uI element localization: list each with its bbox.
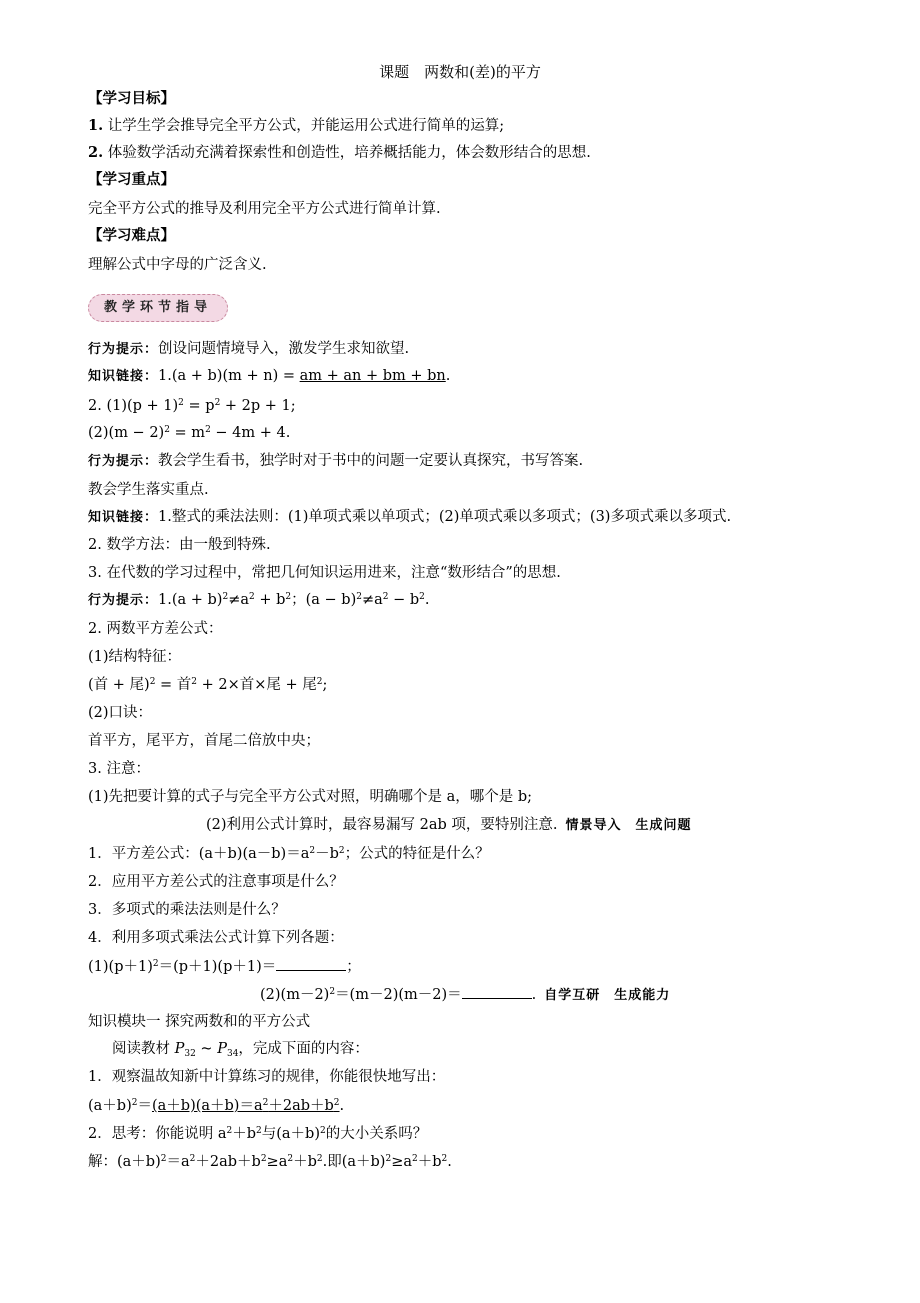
behavior-hint: 行为提示：创设问题情境导入，激发学生求知欲望. (88, 341, 410, 357)
objectives-heading: 【学习目标】 (88, 90, 175, 107)
text-line: 3. 注意： (88, 761, 150, 777)
text-line: 2. 两数平方差公式： (88, 621, 223, 637)
question-item: 1．平方差公式：$(a+b)(a-b)=a^2-b^2$；公式的特征是什么？ (88, 846, 490, 862)
text-line: (1)先把要计算的式子与完全平方公式对照，明确哪个是 a，哪个是 b; (88, 789, 533, 805)
text-line: 3. 在代数的学习过程中，常把几何知识运用进来，注意“数形结合”的思想. (88, 565, 561, 581)
behavior-hint: 行为提示：$1.(a + b)^2\ne a^2 + b^2$；$(a - b)^2\ne a^2 - b^2$. (88, 592, 430, 608)
module-heading: 知识模块一 探究两数和的平方公式 (88, 1014, 311, 1030)
module-item: 解：$(a+b)^2=a^2+2ab+b^2\ge a^2+b^2$.即$(a+b)^2\ge a^2+b^2$. (88, 1154, 452, 1170)
text-line: 2. 数学方法：由一般到特殊. (88, 537, 271, 553)
text-line: (2)口诀： (88, 705, 153, 721)
stage-tag: 自学互研 生成能力 (544, 988, 671, 1003)
section-banner: 教学环节指导 (88, 294, 228, 322)
key-points-heading: 【学习重点】 (88, 171, 175, 188)
question-item: 3．多项式的乘法法则是什么？ (88, 902, 286, 918)
answer-blank[interactable] (276, 956, 346, 971)
question-item: 4．利用多项式乘法公式计算下列各题： (88, 930, 344, 946)
text-line: (2)利用公式计算时，最容易漏写 2ab 项，要特别注意. 情景导入 生成问题 (206, 817, 692, 833)
objective-item: 1. 让学生学会推导完全平方公式，并能运用公式进行简单的运算; (88, 117, 505, 134)
text-line: (1)结构特征： (88, 649, 182, 665)
formula-line: 2. $(1)(p + 1)^2 = p^2 + 2p + 1$; (88, 398, 296, 414)
text-line: 教会学生落实重点. (88, 482, 209, 498)
text-line: 首平方，尾平方，首尾二倍放中央； (88, 733, 320, 749)
stage-tag: 情景导入 生成问题 (565, 818, 692, 833)
question-item: $(1)(p+1)^2=(p+1)(p+1)=$ ； (88, 956, 361, 977)
difficulties-heading: 【学习难点】 (88, 227, 175, 244)
reading-instruction: 阅读教材 $P_{32}$ ~ $P_{34}$，完成下面的内容： (112, 1041, 369, 1059)
module-item: 1．观察温故知新中计算练习的规律，你能很快地写出： (88, 1069, 446, 1085)
formula-line: $(2)(m - 2)^2 = m^2 - 4m + 4$. (88, 425, 291, 441)
question-item: 2．应用平方差公式的注意事项是什么？ (88, 874, 344, 890)
answer-blank[interactable] (462, 984, 532, 999)
knowledge-link: 知识链接：1.整式的乘法法则：(1)单项式乘以单项式；(2)单项式乘以多项式；(3)多项式乘以多项式. (88, 509, 732, 525)
module-item: $(a+b)^2=(a+b)(a+b)=a^2+2ab+b^2$. (88, 1098, 345, 1114)
knowledge-link: 知识链接：1.(a + b)(m + n) = am + an + bm + bn. (88, 368, 451, 384)
formula-line: (首 + 尾)$^2$ = 首$^2$ + 2×首×尾 + 尾$^2$; (88, 677, 328, 693)
answer-underline: am + an + bm + bn (299, 368, 446, 384)
module-item: 2．思考：你能说明 $a^2+b^2$与$(a+b)^2$的大小关系吗？ (88, 1126, 428, 1142)
key-points-text: 完全平方公式的推导及利用完全平方公式进行简单计算. (88, 201, 441, 217)
answer-underline: $(a+b)(a+b)=a^2+2ab+b^2$ (151, 1098, 340, 1114)
behavior-hint: 行为提示：教会学生看书，独学时对于书中的问题一定要认真探究，书写答案. (88, 453, 584, 469)
question-item: $(2)(m-2)^2=(m-2)(m-2)=$ . 自学互研 生成能力 (260, 984, 670, 1006)
objective-item: 2. 体验数学活动充满着探索性和创造性，培养概括能力，体会数形结合的思想. (88, 144, 591, 161)
difficulties-text: 理解公式中字母的广泛含义. (88, 257, 267, 273)
page-title: 课题 两数和(差)的平方 (379, 63, 541, 81)
